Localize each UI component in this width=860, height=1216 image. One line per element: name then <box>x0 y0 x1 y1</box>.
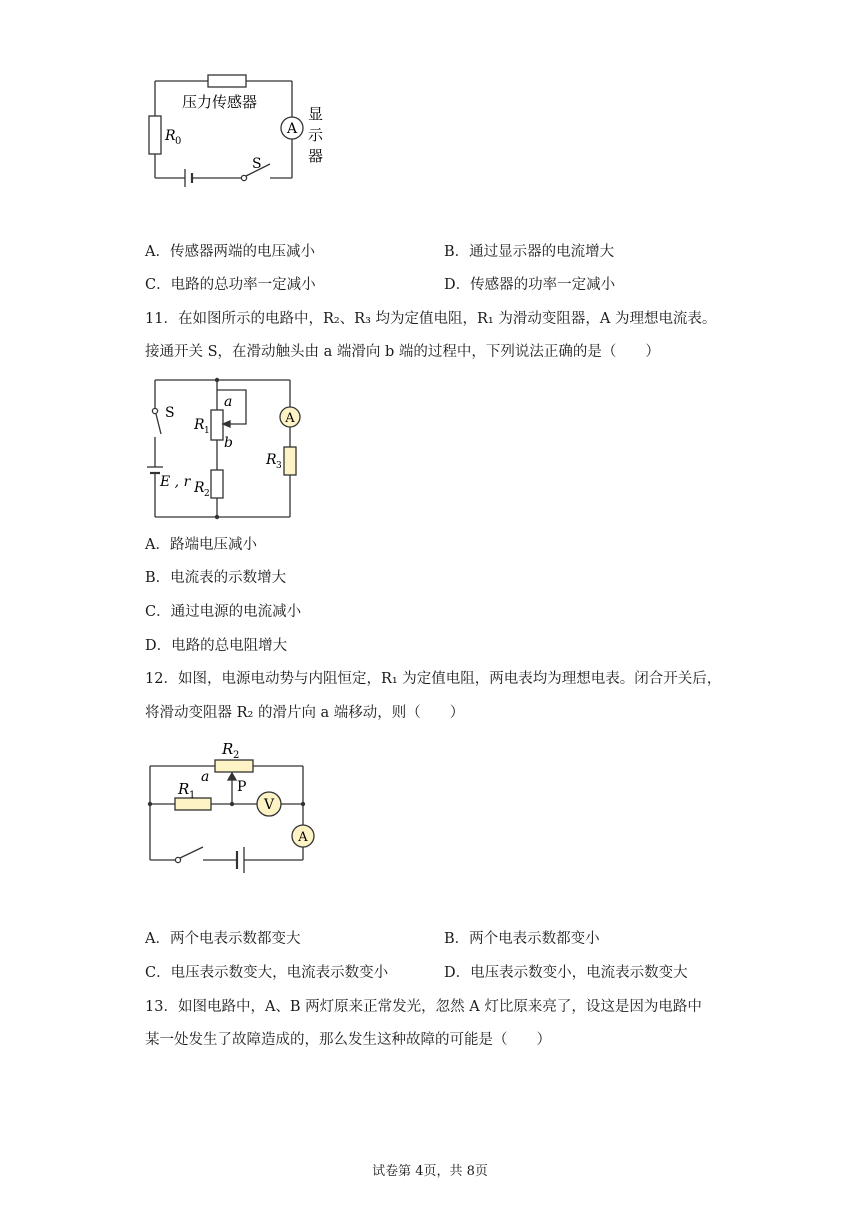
slider-p-label: P <box>237 779 247 795</box>
figure-pressure-sensor-circuit <box>140 68 340 193</box>
rheostat-r2 <box>215 760 253 772</box>
svg-text:a: a <box>201 769 210 785</box>
q13-stem-line2: 某一处发生了故障造成的，那么发生这种故障的可能是（ ） <box>145 1032 551 1048</box>
q12-option-b: B．两个电表示数都变小 <box>444 931 600 947</box>
svg-text:R: R <box>178 780 190 798</box>
q13-stem-line1: 13．如图电路中，A、B 两灯原来正常发光，忽然 A 灯比原来亮了，设这是因为电路中 <box>145 999 702 1015</box>
figure-q12-circuit <box>145 735 320 880</box>
q10-option-a: A．传感器两端的电压减小 <box>145 244 315 260</box>
meter-label: A <box>286 121 298 137</box>
svg-text:1: 1 <box>204 426 210 436</box>
svg-text:3: 3 <box>276 461 282 471</box>
svg-text:R: R <box>194 480 205 496</box>
voltmeter-label: V <box>263 797 275 813</box>
switch-label: S <box>252 156 262 172</box>
q12-option-d: D．电压表示数变小，电流表示数变大 <box>444 965 688 981</box>
sensor-resistor <box>208 75 246 87</box>
q12-option-c: C．电压表示数变大，电流表示数变小 <box>145 965 389 981</box>
rheostat-r1 <box>211 410 223 440</box>
svg-text:示: 示 <box>308 126 324 144</box>
q11-option-b: B．电流表的示数增大 <box>145 570 287 586</box>
resistor-r0 <box>149 116 161 154</box>
q10-option-c: C．电路的总功率一定减小 <box>145 277 316 293</box>
q12-stem-line1: 12．如图，电源电动势与内阻恒定，R₁ 为定值电阻，两电表均为理想电表。闭合开关后， <box>145 671 722 687</box>
q10-option-b: B．通过显示器的电流增大 <box>444 244 615 260</box>
svg-text:R: R <box>194 417 205 433</box>
q11-option-d: D．电路的总电阻增大 <box>145 638 288 654</box>
q11-option-c: C．通过电源的电流减小 <box>145 604 302 620</box>
ammeter-label: A <box>285 411 295 426</box>
svg-text:0: 0 <box>175 136 182 147</box>
page-footer: 试卷第 4页，共 8页 <box>372 1164 488 1179</box>
svg-text:2: 2 <box>233 750 240 761</box>
q10-option-d: D．传感器的功率一定减小 <box>444 277 616 293</box>
figure-q11-circuit <box>145 370 305 525</box>
q11-stem-line2: 接通开关 S，在滑动触头由 a 端滑向 b 端的过程中，下列说法正确的是（ ） <box>145 344 660 360</box>
svg-text:2: 2 <box>204 489 210 499</box>
svg-text:b: b <box>224 435 233 451</box>
resistor-r3 <box>284 447 296 475</box>
q12-option-a: A．两个电表示数都变大 <box>145 931 301 947</box>
switch-label: S <box>165 405 175 421</box>
sensor-label: 压力传感器 <box>182 93 258 111</box>
svg-text:R: R <box>222 740 234 758</box>
q12-stem-line2: 将滑动变阻器 R₂ 的滑片向 a 端移动，则（ ） <box>145 705 465 721</box>
resistor-r2 <box>211 470 223 498</box>
source-label: E , r <box>160 474 191 490</box>
svg-text:器: 器 <box>308 147 324 165</box>
q11-option-a: A．路端电压减小 <box>145 537 257 553</box>
svg-text:R: R <box>266 452 277 468</box>
svg-text:R: R <box>165 128 176 144</box>
svg-text:1: 1 <box>189 790 196 801</box>
svg-text:a: a <box>224 394 233 410</box>
svg-text:显: 显 <box>308 105 324 123</box>
q11-stem-line1: 11．在如图所示的电路中，R₂、R₃ 均为定值电阻，R₁ 为滑动变阻器，A 为理想电流表。 <box>145 311 717 327</box>
ammeter-label: A <box>298 830 308 845</box>
